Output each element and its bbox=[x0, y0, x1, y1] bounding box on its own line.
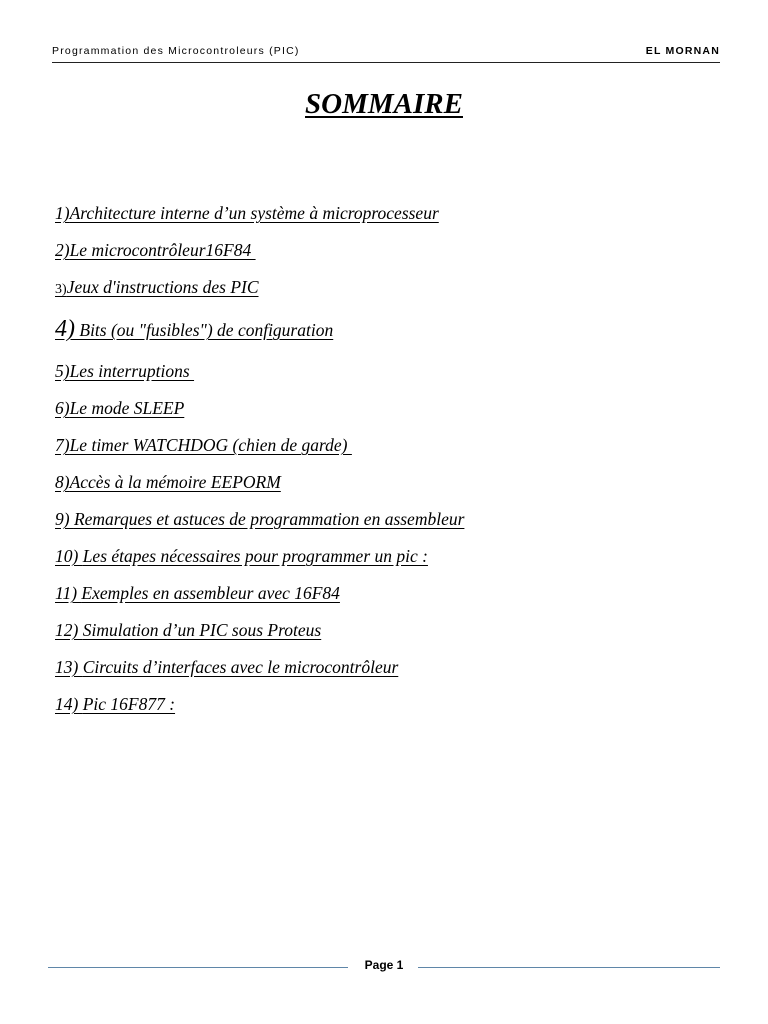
toc-item bbox=[55, 240, 464, 277]
toc-item-number: 5) bbox=[55, 361, 70, 381]
page-title: SOMMAIRE bbox=[305, 88, 463, 120]
toc-item-number: 1) bbox=[55, 203, 70, 223]
toc-item-label: Remarques et astuces de programmation en assembleur bbox=[73, 509, 465, 529]
toc-item-number: 12) bbox=[55, 620, 83, 640]
toc-item-number: 3) bbox=[55, 282, 67, 297]
toc-item-number: 14) bbox=[55, 694, 83, 714]
toc-item bbox=[55, 203, 464, 240]
toc-item bbox=[55, 694, 464, 731]
toc-item-label: Le timer WATCHDOG (chien de garde) bbox=[69, 435, 352, 455]
toc-item-label: Pic 16F877 : bbox=[82, 694, 176, 714]
page-footer bbox=[48, 958, 720, 978]
toc-item-number: 4) bbox=[55, 316, 75, 342]
toc-item bbox=[55, 657, 464, 694]
toc-item-label: Bits (ou "fusibles") de configuration bbox=[75, 320, 334, 340]
toc-item-label: Les étapes nécessaires pour programmer un pic : bbox=[82, 546, 428, 566]
toc-item bbox=[55, 472, 464, 509]
toc-item-number: 6) bbox=[55, 398, 70, 418]
toc-item-number: 8) bbox=[55, 472, 70, 492]
table-of-contents bbox=[55, 203, 464, 731]
toc-item bbox=[55, 361, 464, 398]
page-header bbox=[52, 44, 720, 63]
toc-item bbox=[55, 620, 464, 657]
page-number: Page 1 bbox=[364, 958, 404, 972]
toc-item bbox=[55, 583, 464, 620]
footer-divider-right bbox=[418, 967, 720, 968]
toc-item-number: 2) bbox=[55, 240, 70, 260]
toc-item-number: 10) bbox=[55, 546, 83, 566]
toc-item-label: Le microcontrôleur16F84 bbox=[69, 240, 256, 260]
toc-item bbox=[55, 314, 464, 361]
header-author: EL MORNAN bbox=[645, 45, 720, 57]
toc-item bbox=[55, 398, 464, 435]
toc-item-number: 13) bbox=[55, 657, 83, 677]
toc-item-label: Accès à la mémoire EEPORM bbox=[69, 472, 281, 492]
toc-item-number: 9) bbox=[55, 509, 74, 529]
toc-item-number: 7) bbox=[55, 435, 70, 455]
toc-item-label: Circuits d’interfaces avec le microcontrôleur bbox=[82, 657, 399, 677]
toc-item-number: 11) bbox=[55, 583, 82, 603]
toc-item-label: Jeux d'instructions des PIC bbox=[66, 277, 259, 297]
toc-item-label: Le mode SLEEP bbox=[69, 398, 185, 418]
toc-item-label: Simulation d’un PIC sous Proteus bbox=[82, 620, 322, 640]
toc-item bbox=[55, 546, 464, 583]
toc-item-label: Architecture interne d’un système à microprocesseur bbox=[69, 203, 439, 223]
toc-item bbox=[55, 435, 464, 472]
toc-item-label: Exemples en assembleur avec 16F84 bbox=[81, 583, 340, 603]
toc-item bbox=[55, 509, 464, 546]
toc-item bbox=[55, 277, 464, 314]
header-document-title: Programmation des Microcontroleurs (PIC) bbox=[52, 45, 300, 57]
toc-item-label: Les interruptions bbox=[69, 361, 195, 381]
